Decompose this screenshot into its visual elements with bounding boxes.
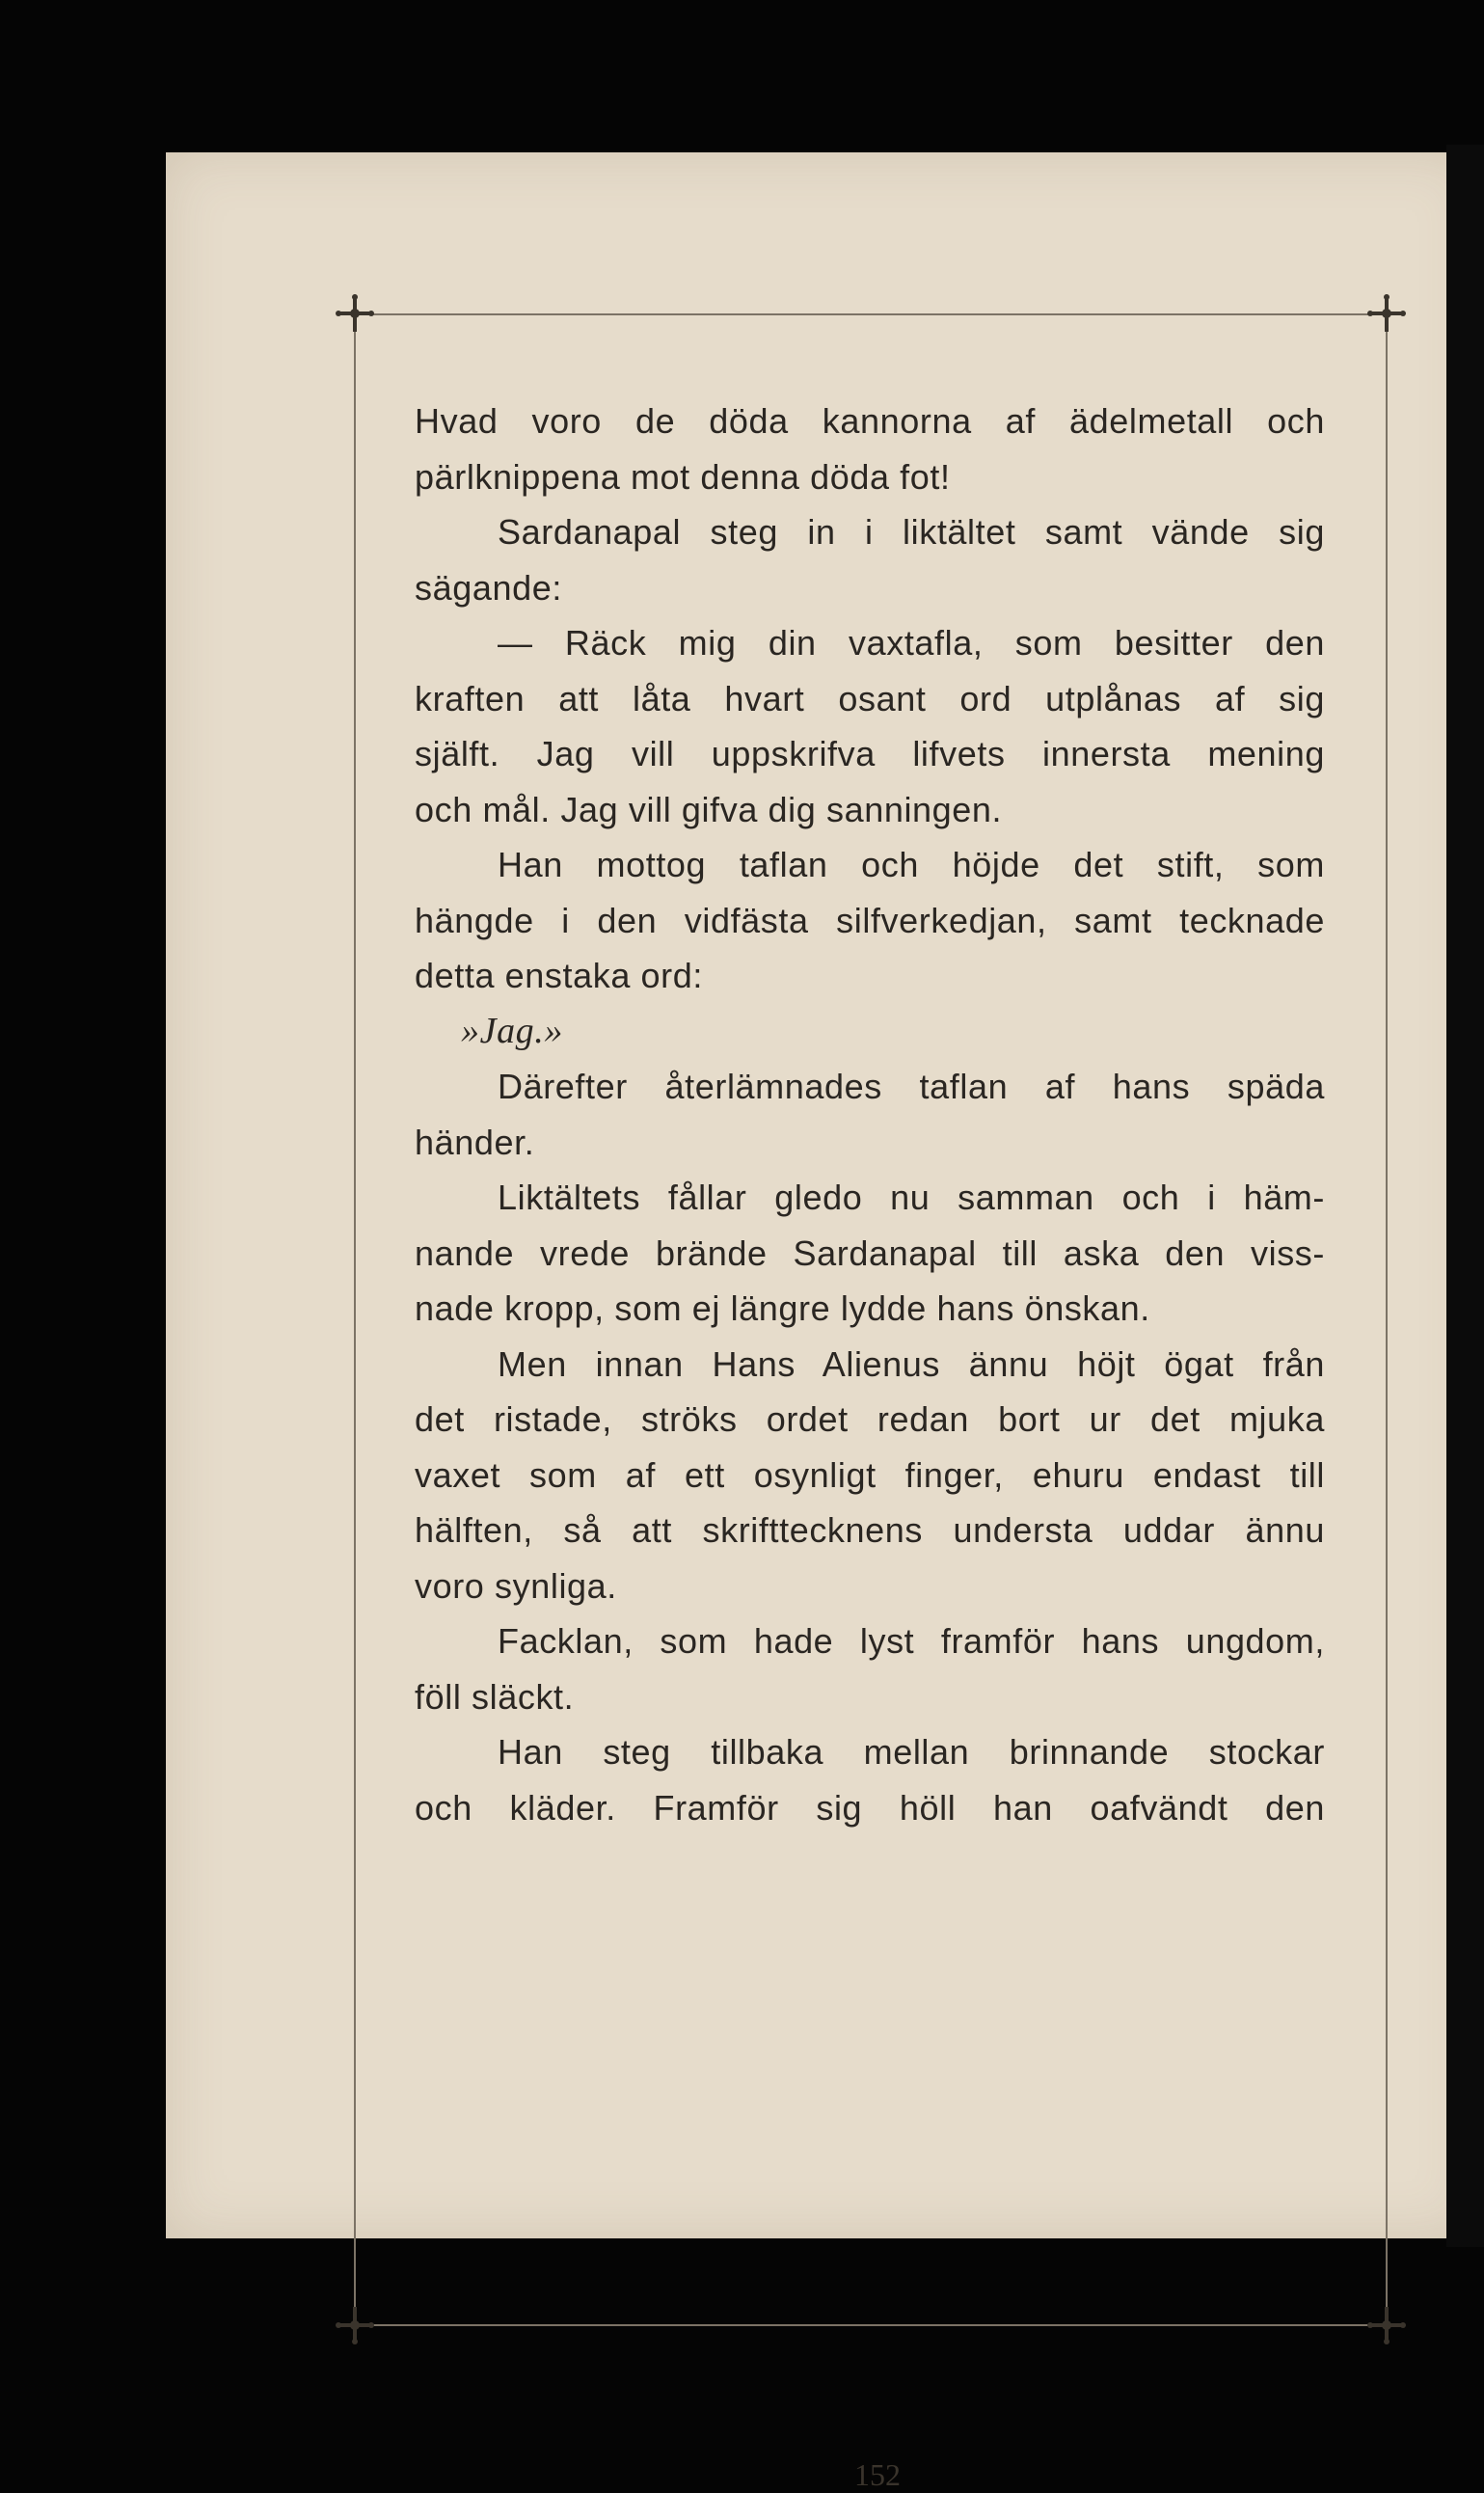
text-line: detta enstaka ord: <box>415 956 703 995</box>
text-line: — Räck mig din vaxtafla, som besitter den <box>498 623 1325 663</box>
corner-ornament-icon <box>333 291 377 336</box>
text-line: Men innan Hans Alienus ännu höjt ögat från <box>498 1343 1325 1384</box>
text-line: nade kropp, som ej längre lydde hans önskan. <box>415 1288 1150 1328</box>
corner-ornament-icon <box>333 2303 377 2347</box>
text-line: vaxet som af ett osynligt finger, ehuru endast till <box>415 1454 1325 1495</box>
page-edge-shadow <box>1446 145 1484 2247</box>
body-text <box>415 393 1325 1835</box>
text-line: hängde i den vidfästa silfverkedjan, samt tecknade <box>415 900 1325 940</box>
text-line: nande vrede brände Sardanapal till aska den viss- <box>415 1233 1325 1273</box>
text-line: föll släckt. <box>415 1676 575 1717</box>
text-line: Hvad voro de döda kannorna af ädelmetall och <box>415 401 1325 441</box>
frame-bottom-rule <box>353 2324 1369 2326</box>
corner-ornament-icon <box>1364 291 1409 336</box>
text-line: hälften, så att skrifttecknens understa uddar ännu <box>415 1510 1325 1550</box>
text-line: Därefter återlämnades taflan af hans späda <box>498 1067 1325 1106</box>
frame-right-rule <box>1386 328 1388 2315</box>
text-line: Han mottog taflan och höjde det stift, som <box>498 845 1325 884</box>
page-number: 152 <box>854 2457 901 2492</box>
text-line: händer. <box>415 1122 535 1162</box>
text-line: Facklan, som hade lyst framför hans ungdom, <box>498 1621 1325 1661</box>
text-line: Sardanapal steg in i liktältet samt vände sig <box>498 512 1325 552</box>
text-line: voro synliga. <box>415 1565 617 1606</box>
corner-ornament-icon <box>1364 2303 1409 2347</box>
text-line: själft. Jag vill uppskrifva lifvets innersta mening <box>415 734 1325 773</box>
frame-top-rule <box>353 313 1369 315</box>
text-line: och kläder. Framför sig höll han oafvändt den <box>415 1787 1325 1828</box>
text-line: kraften att låta hvart osant ord utplånas af sig <box>415 678 1325 718</box>
text-line: Liktältets fållar gledo nu samman och i häm- <box>498 1178 1325 1217</box>
text-line: och mål. Jag vill gifva dig sanningen. <box>415 789 1003 829</box>
text-line: Han steg tillbaka mellan brinnande stockar <box>498 1732 1325 1772</box>
text-line: sägande: <box>415 567 562 608</box>
text-line: det ristade, ströks ordet redan bort ur det mjuka <box>415 1399 1325 1439</box>
text-line: pärlknippena mot denna döda fot! <box>415 456 951 497</box>
frame-left-rule <box>354 328 356 2315</box>
text-line: »Jag.» <box>461 1010 563 1051</box>
